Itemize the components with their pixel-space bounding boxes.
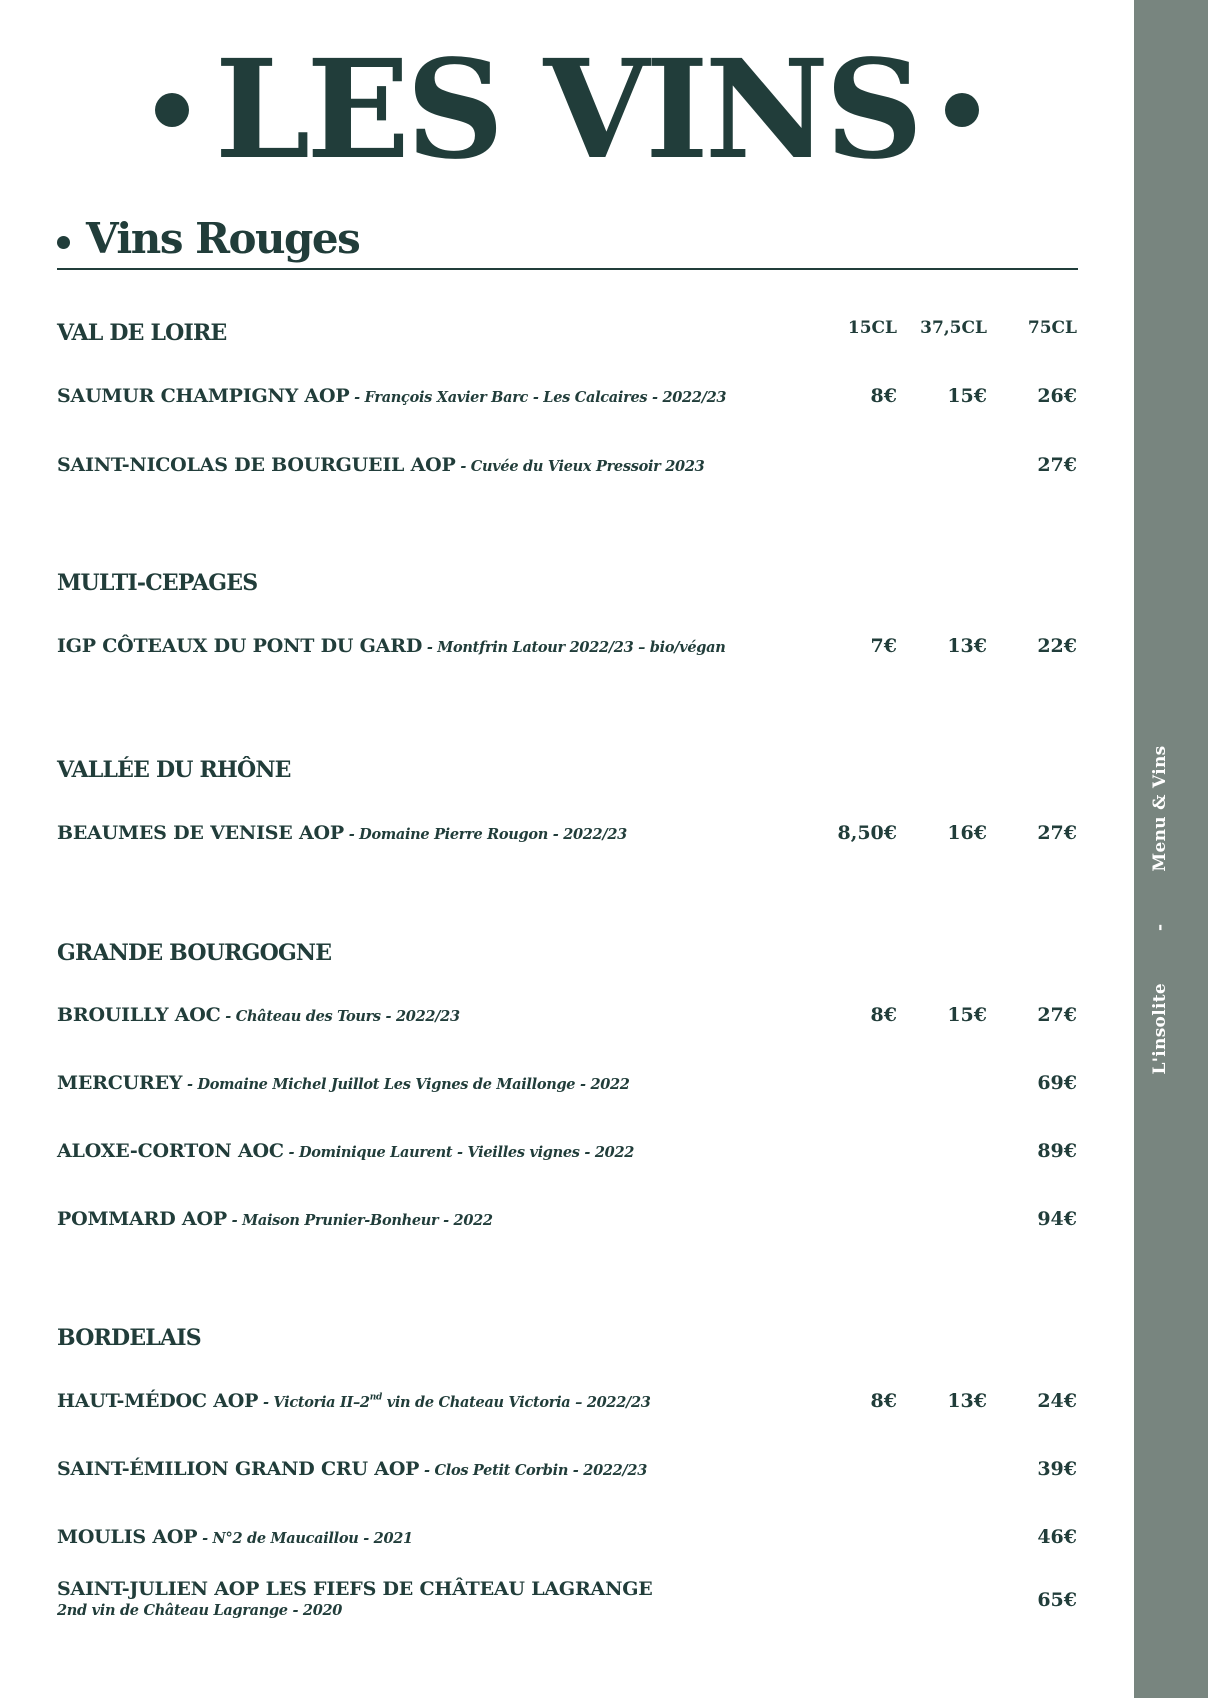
price-37cl: 13€ xyxy=(947,635,987,657)
region-heading: GRANDE BOURGOGNE xyxy=(57,940,332,966)
section-divider xyxy=(57,268,1078,270)
price-75cl: 39€ xyxy=(1037,1458,1077,1480)
wine-description-tail: vin de Chateau Victoria – 2022/23 xyxy=(381,1394,651,1411)
price-75cl: 89€ xyxy=(1037,1140,1077,1162)
region-heading: MULTI-CEPAGES xyxy=(57,570,258,596)
wine-description: - Cuvée du Vieux Pressoir 2023 xyxy=(455,458,705,475)
wine-row xyxy=(57,635,725,657)
wine-row xyxy=(57,822,627,844)
wine-name: SAINT-JULIEN AOP LES FIEFS DE CHÂTEAU LAGRANGE xyxy=(57,1578,653,1600)
price-37cl: 13€ xyxy=(947,1390,987,1412)
page-title-text: LES VINS xyxy=(214,30,920,190)
wine-row xyxy=(57,454,704,476)
price-75cl: 46€ xyxy=(1037,1526,1077,1548)
price-15cl: 7€ xyxy=(870,635,897,657)
section-heading-text: Vins Rouges xyxy=(86,214,360,263)
price-37cl: 15€ xyxy=(947,385,987,407)
wine-name: HAUT-MÉDOC AOP xyxy=(57,1390,259,1412)
price-75cl: 22€ xyxy=(1037,635,1077,657)
column-header-15cl: 15CL xyxy=(847,318,897,338)
price-75cl: 65€ xyxy=(1037,1589,1077,1611)
price-37cl: 15€ xyxy=(947,1004,987,1026)
wine-row xyxy=(57,1140,634,1162)
wine-name: SAINT-NICOLAS DE BOURGUEIL AOP xyxy=(57,454,456,476)
wine-description-superscript: nd xyxy=(369,1392,382,1403)
wine-row xyxy=(57,1458,647,1480)
price-75cl: 24€ xyxy=(1037,1390,1077,1412)
wine-name: SAUMUR CHAMPIGNY AOP xyxy=(57,385,350,407)
column-header-37cl: 37,5CL xyxy=(920,318,987,338)
wine-description: 2nd vin de Château Lagrange - 2020 xyxy=(57,1602,343,1619)
wine-description: - Domaine Pierre Rougon - 2022/23 xyxy=(343,826,627,843)
price-15cl: 8,50€ xyxy=(837,822,897,844)
wine-row xyxy=(57,1526,413,1548)
wine-name: MERCUREY xyxy=(57,1072,183,1094)
price-75cl: 94€ xyxy=(1037,1208,1077,1230)
price-15cl: 8€ xyxy=(870,1390,897,1412)
wine-row xyxy=(57,1004,460,1026)
price-15cl: 8€ xyxy=(870,385,897,407)
section-heading xyxy=(57,214,1077,263)
sidebar-brand: L'insolite xyxy=(1150,983,1170,1075)
price-75cl: 27€ xyxy=(1037,454,1077,476)
wine-description: - N°2 de Maucaillou - 2021 xyxy=(197,1530,413,1547)
sidebar-section: Menu & Vins xyxy=(1150,745,1170,872)
wine-name: MOULIS AOP xyxy=(57,1526,198,1548)
region-heading: VALLÉE DU RHÔNE xyxy=(57,757,291,783)
wine-row xyxy=(57,1578,653,1619)
wine-description: - Montfrin Latour 2022/23 – bio/végan xyxy=(422,639,726,656)
wine-description: - Château des Tours - 2022/23 xyxy=(220,1008,460,1025)
region-heading: VAL DE LOIRE xyxy=(57,320,227,346)
wine-row xyxy=(57,1072,630,1094)
wine-description: - François Xavier Barc - Les Calcaires - 2022/23 xyxy=(349,389,727,406)
section-bullet xyxy=(57,236,70,249)
wine-description: - Domaine Michel Juillot Les Vignes de Maillonge - 2022 xyxy=(182,1076,630,1093)
wine-description: - Victoria II–2 xyxy=(258,1394,370,1411)
price-75cl: 69€ xyxy=(1037,1072,1077,1094)
wine-row xyxy=(57,385,726,407)
price-15cl: 8€ xyxy=(870,1004,897,1026)
sidebar xyxy=(1134,0,1208,1698)
price-75cl: 27€ xyxy=(1037,1004,1077,1026)
wine-name: IGP CÔTEAUX DU PONT DU GARD xyxy=(57,635,423,657)
wine-name: POMMARD AOP xyxy=(57,1208,227,1230)
region-heading: BORDELAIS xyxy=(57,1325,201,1351)
sidebar-label xyxy=(1150,746,1170,1075)
price-75cl: 27€ xyxy=(1037,822,1077,844)
wine-name: ALOXE-CORTON AOC xyxy=(57,1140,284,1162)
wine-description: - Maison Prunier-Bonheur - 2022 xyxy=(226,1212,493,1229)
wine-description: - Clos Petit Corbin - 2022/23 xyxy=(419,1462,648,1479)
column-header-75cl: 75CL xyxy=(1027,318,1077,338)
price-75cl: 26€ xyxy=(1037,385,1077,407)
wine-name: BEAUMES DE VENISE AOP xyxy=(57,822,344,844)
wine-description: - Dominique Laurent - Vieilles vignes - 2022 xyxy=(283,1144,635,1161)
page-title xyxy=(0,30,1134,190)
wine-row xyxy=(57,1208,493,1230)
wine-name: BROUILLY AOC xyxy=(57,1004,221,1026)
title-bullet-right xyxy=(945,93,979,127)
wine-name: SAINT-ÉMILION GRAND CRU AOP xyxy=(57,1458,420,1480)
sidebar-separator: - xyxy=(1150,923,1170,931)
wine-row xyxy=(57,1390,651,1412)
price-37cl: 16€ xyxy=(947,822,987,844)
title-bullet-left xyxy=(155,93,189,127)
